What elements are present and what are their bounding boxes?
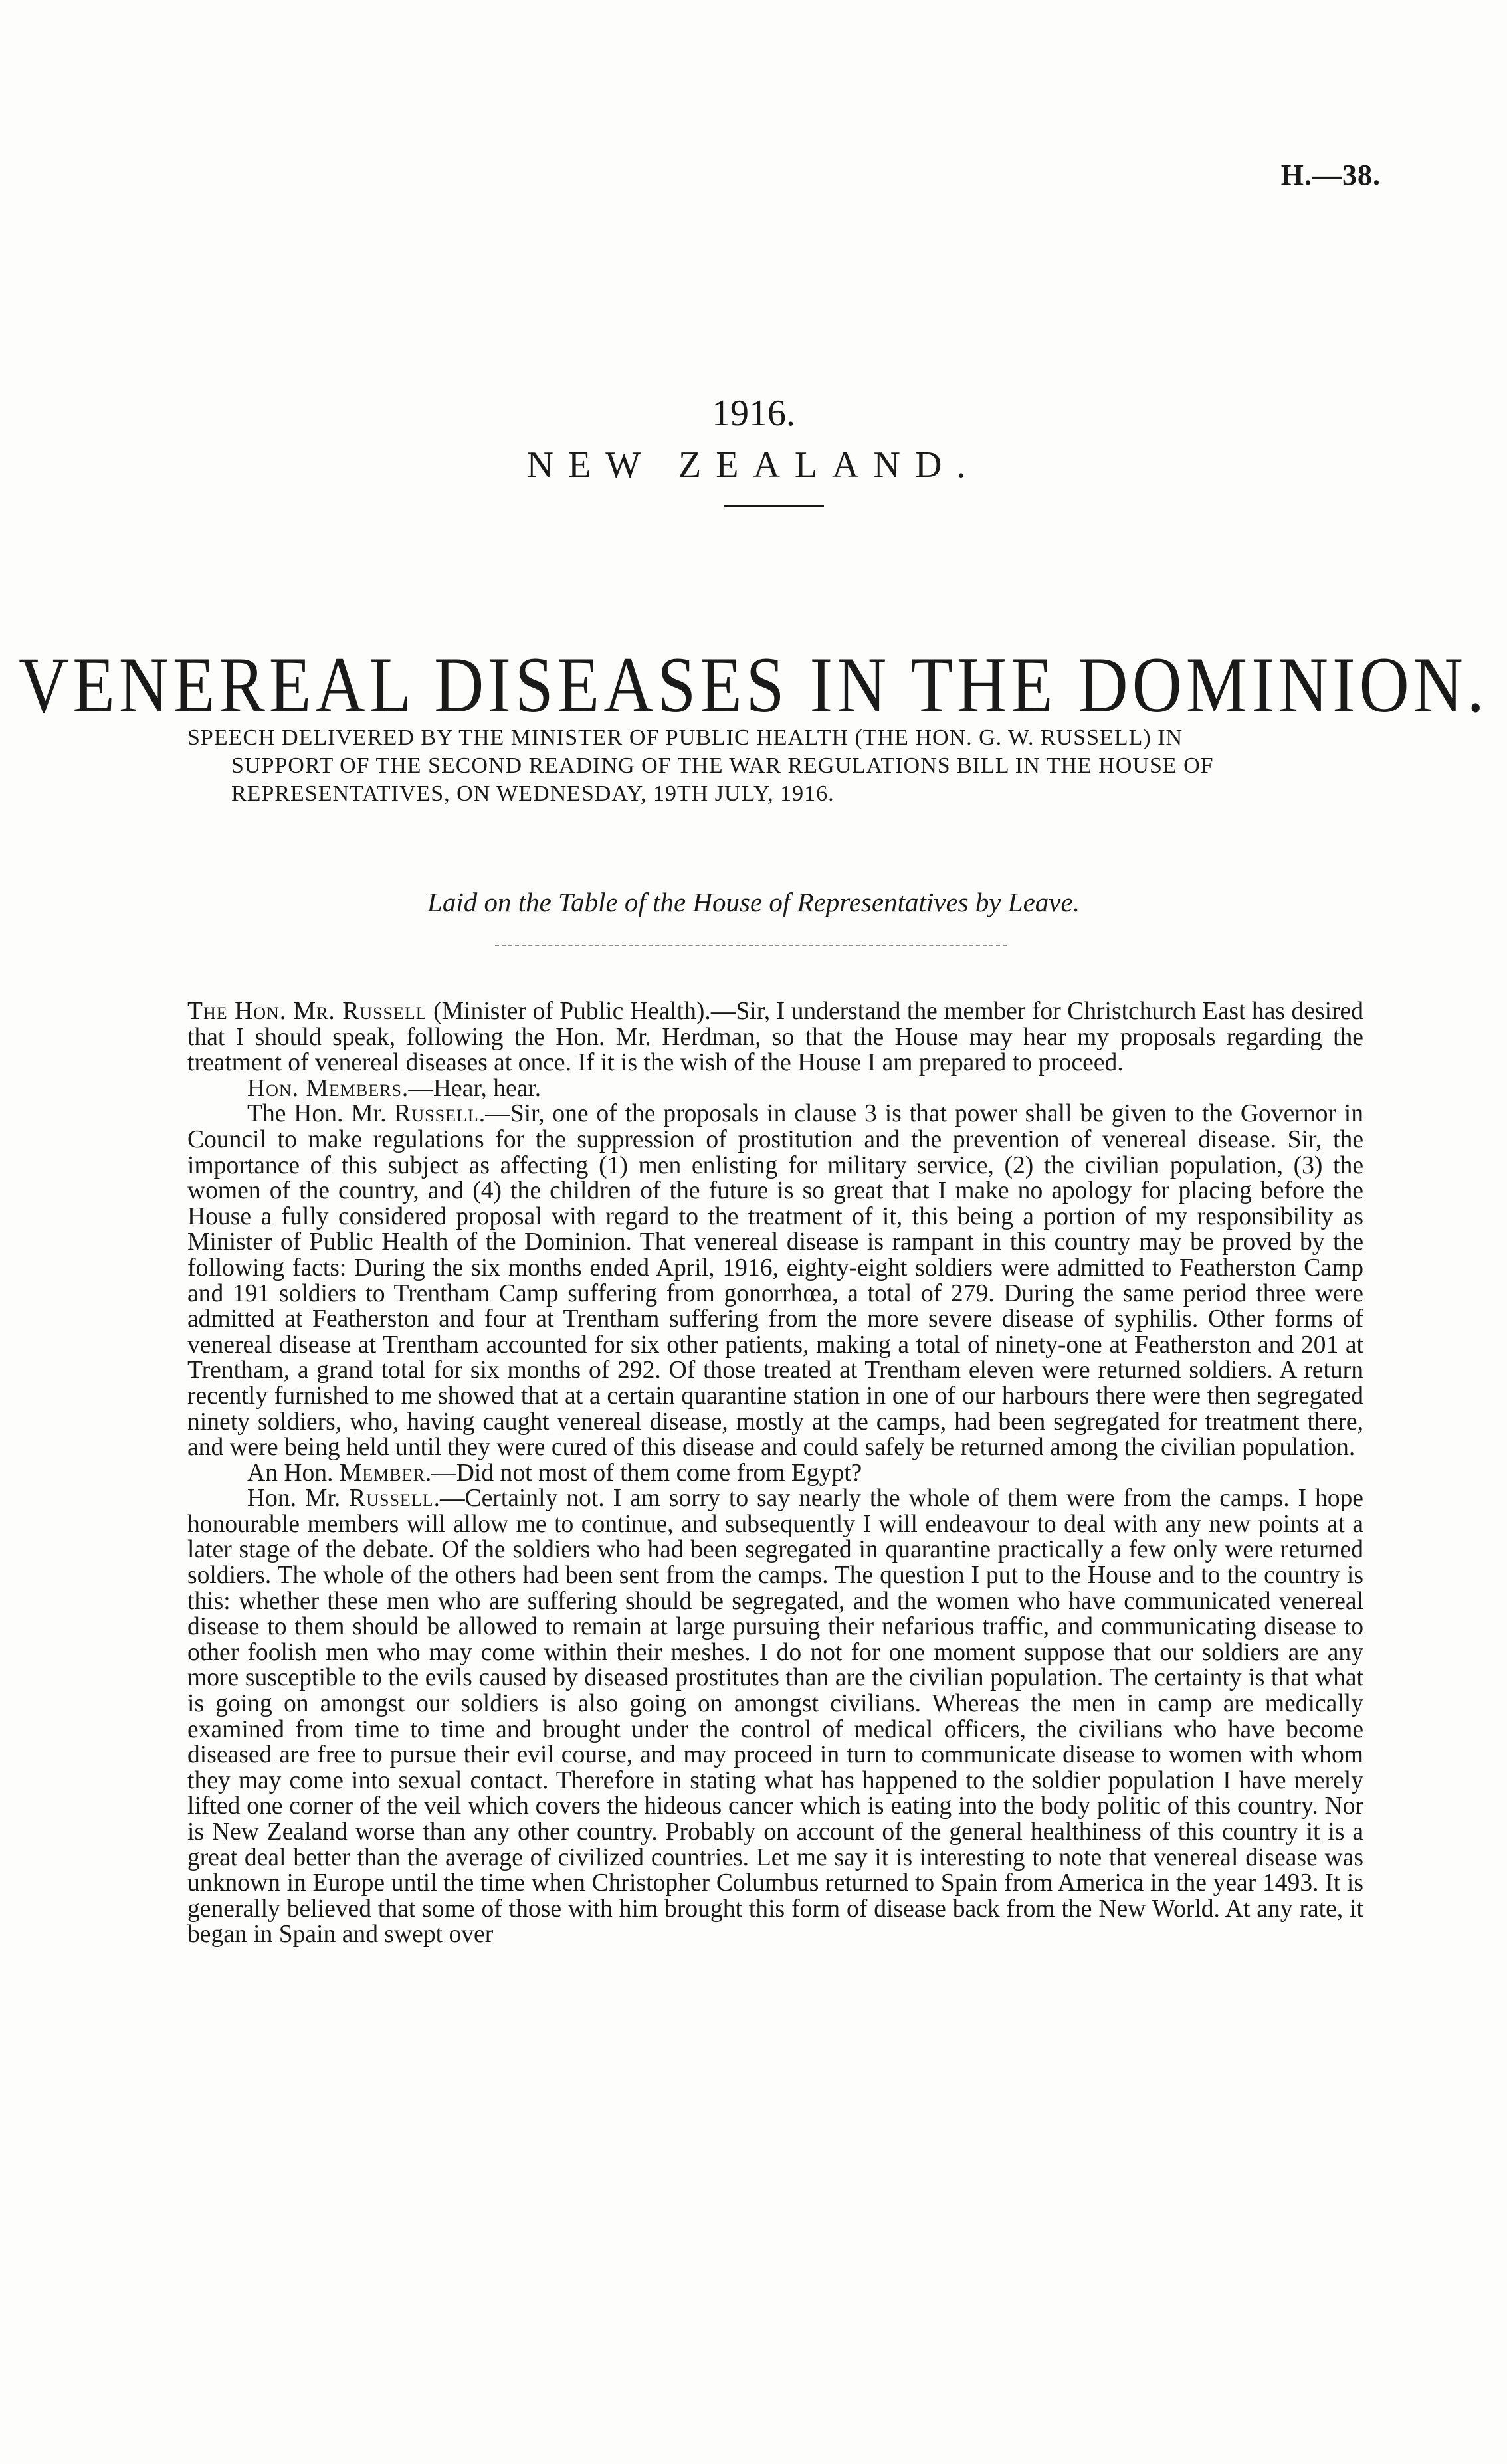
- subtitle-line-2: SUPPORT OF THE SECOND READING OF THE WAR REGULATIONS BILL IN THE HOUSE OF: [231, 753, 1214, 778]
- speaker-name: Hon. Members: [247, 1074, 402, 1102]
- paragraph-text: .—Did not most of them come from Egypt?: [425, 1459, 862, 1487]
- paragraph-text: .—Certainly not. I am sorry to say nearly the whole of them were from the camps. I hope honourable members will allow me to continue, and subsequently I will endeavour to deal with any new points at a later stage of the debate. Of the soldiers who had been segregated in quarantine practically a few only were returned soldiers. The whole of the others had been sent from the camps. The question I put to the House and to the country is this: whether these men who are suffering should be segregated, and the women who have communicated venereal disease to them should be allowed to remain at large pursuing their nefarious traffic, and communicating disease to other foolish men who may come within their meshes. I do not for one moment suppose that our soldiers are any more susceptible to the evils caused by diseased prostitutes than are the civilian population. The certainty is that what is going on amongst our soldiers is also going on amongst civilians. Whereas the men in camp are medically examined from time to time and brought under the control of medical officers, the civilians who have become diseased are free to pursue their evil course, and may proceed in turn to communicate disease to women with whom they may come into sexual contact. Therefore in stating what has happened to the soldier population I have merely lifted one corner of the veil which covers the hideous cancer which is eating into the body politic of this country. Nor is New Zealand worse than any other country. Probably on account of the general healthiness of this country it is a great deal better than the average of civilized countries. Let me say it is interesting to note that venereal disease was unknown in Europe until the time when Christopher Columbus returned to Spain from America in the year 1493. It is generally believed that some of those with him brought this form of disease back from the New World. At any rate, it began in Spain and swept over: [187, 1485, 1363, 1948]
- speaker-title: An Hon.: [247, 1459, 340, 1487]
- paragraph-text: (Minister of Public Health).—Sir, I understand the member for Christchurch East has desired that I should speak, following the Hon. Mr. Herdman, so that the House may hear my proposals regarding the treatment of venereal diseases at once. If it is the wish of the House I am prepared to proceed.: [187, 998, 1364, 1077]
- speech-paragraph: [187, 999, 1363, 1076]
- heading-divider: [724, 505, 824, 507]
- speech-paragraph: [187, 1076, 1363, 1102]
- speaker-title: Hon. Mr.: [247, 1485, 350, 1513]
- country-heading: NEW ZEALAND.: [526, 444, 981, 486]
- subtitle-line-3: REPRESENTATIVES, ON WEDNESDAY, 19TH JULY, 1916.: [231, 781, 835, 806]
- document-subtitle: [187, 724, 1363, 808]
- document-year: 1916.: [712, 393, 795, 434]
- speaker-name: Russell: [349, 1485, 434, 1513]
- subtitle-line-1: SPEECH DELIVERED BY THE MINISTER OF PUBLIC HEALTH (THE HON. G. W. RUSSELL) IN: [187, 725, 1183, 750]
- document-title: VENEREAL DISEASES IN THE DOMINION.: [19, 641, 1488, 729]
- speaker-title: The Hon. Mr.: [247, 1100, 395, 1128]
- speech-body: [187, 999, 1363, 1948]
- laid-on-table-note: Laid on the Table of the House of Representatives by Leave.: [427, 887, 1080, 917]
- page-reference: H.—38.: [1280, 159, 1381, 191]
- speaker-name: Member: [339, 1459, 425, 1487]
- paragraph-text: .—Sir, one of the proposals in clause 3 is that power shall be given to the Governor in Council to make regulations for the suppression of prostitution and the prevention of venereal disease. Sir, the importance of this subject as affecting (1) men enlisting for military service, (2) the civilian population, (3) the women of the country, and (4) the children of the future is so great that I make no apology for placing before the House a fully considered proposal with regard to the treatment of it, this being a portion of my responsibility as Minister of Public Health of the Dominion. That venereal disease is rampant in this country may be proved by the following facts: During the six months ended April, 1916, eighty-eight soldiers were admitted to Featherston Camp and 191 soldiers to Trentham Camp suffering from gonorrhœa, a total of 279. During the same period three were admitted at Featherston and four at Trentham suffering from the more severe disease of syphilis. Other forms of venereal disease at Trentham accounted for six other patients, making a total of ninety-one at Featherston and 201 at Trentham, a grand total for six months of 292. Of those treated at Trentham eleven were returned soldiers. A return recently furnished to me showed that at a certain quarantine station in one of our harbours there were then segregated ninety soldiers, who, having caught venereal disease, mostly at the camps, had been segregated for treatment there, and were being held until they were cured of this disease and could safely be returned among the civilian population.: [187, 1100, 1363, 1462]
- paragraph-text: .—Hear, hear.: [401, 1074, 542, 1102]
- speaker-name: The Hon. Mr. Russell: [187, 998, 427, 1025]
- speaker-name: Russell: [394, 1100, 479, 1128]
- section-divider: [495, 945, 1007, 946]
- speech-paragraph: [187, 1101, 1363, 1460]
- speech-paragraph: [187, 1461, 1363, 1487]
- speech-paragraph: [187, 1486, 1363, 1948]
